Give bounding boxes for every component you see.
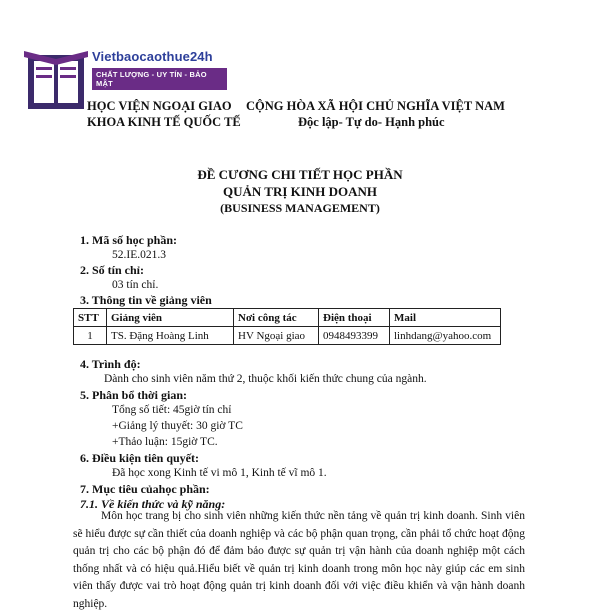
table-cell: 0948493399 (319, 327, 390, 345)
brand-name: Vietbaocaothue24h (92, 49, 213, 64)
course-code: 52.IE.021.3 (112, 249, 166, 261)
objectives-paragraph: Môn học trang bị cho sinh viên những kiến thức nền tảng về quản trị kinh doanh. Sinh viên sẽ hiểu được sự cần thiết của doanh nghiệp và các bộ phận quan trọng, cần phải tổ chức hoạt động quản trị cho các bộ phận đó để đảm bảo được sự quản trị vận hành của doanh nghiệp một cách thống nhất và có hiệu quả.Hiểu biết về quản trị kinh doanh trong môn học này giúp các em sinh viên thấy được vai trò hoạt động quản trị kinh doanh đối với việc điều khiển và vận hành doanh nghiệp. (73, 510, 525, 610)
level-description: Dành cho sinh viên năm thứ 2, thuộc khối kiến thức chung của ngành. (104, 373, 427, 385)
table-header-cell: STT (74, 309, 107, 327)
course-title-english: (BUSINESS MANAGEMENT) (220, 201, 380, 215)
lecture-hours: +Giảng lý thuyết: 30 giờ TC (112, 420, 243, 432)
page-title: ĐỀ CƯƠNG CHI TIẾT HỌC PHẦN (197, 167, 403, 182)
lecturer-table (73, 308, 501, 345)
table-cell: TS. Đặng Hoàng Linh (107, 327, 234, 345)
national-title: CỘNG HÒA XÃ HỘI CHỦ NGHĨA VIỆT NAM (246, 99, 505, 113)
section-5-heading: 5. Phân bổ thời gian: (80, 388, 188, 402)
table-cell: 1 (74, 327, 107, 345)
prerequisites: Đã học xong Kinh tế vi mô 1, Kinh tế vĩ mô 1. (112, 467, 327, 479)
table-row (74, 327, 501, 345)
table-header-row (74, 309, 501, 327)
section-6-heading: 6. Điều kiện tiên quyết: (80, 451, 200, 465)
brand-tagline: CHẤT LƯỢNG - UY TÍN - BẢO MẬT (92, 68, 227, 90)
course-title: QUẢN TRỊ KINH DOANH (223, 184, 377, 199)
section-2-heading: 2. Số tín chỉ: (80, 263, 145, 277)
total-hours: Tổng số tiết: 45giờ tín chỉ (112, 404, 232, 416)
section-7-1-heading: 7.1. Về kiến thức và kỹ năng: (80, 497, 226, 511)
section-3-heading: 3. Thông tin về giảng viên (80, 293, 212, 307)
table-cell: HV Ngoại giao (234, 327, 319, 345)
discussion-hours: +Thảo luận: 15giờ TC. (112, 436, 218, 448)
table-header-cell: Giảng viên (107, 309, 234, 327)
section-7-heading: 7. Mục tiêu củahọc phần: (80, 482, 210, 496)
book-logo-icon (22, 45, 90, 115)
section-4-heading: 4. Trình độ: (80, 357, 141, 371)
institution-name: HỌC VIỆN NGOẠI GIAO (87, 99, 232, 113)
national-motto: Độc lập- Tự do- Hạnh phúc (298, 115, 445, 129)
credit-count: 03 tín chỉ. (112, 279, 159, 291)
section-1-heading: 1. Mã số học phần: (80, 233, 178, 247)
table-header-cell: Nơi công tác (234, 309, 319, 327)
faculty-name: KHOA KINH TẾ QUỐC TẾ (87, 115, 241, 129)
table-cell: linhdang@yahoo.com (390, 327, 501, 345)
table-header-cell: Mail (390, 309, 501, 327)
table-header-cell: Điện thoại (319, 309, 390, 327)
